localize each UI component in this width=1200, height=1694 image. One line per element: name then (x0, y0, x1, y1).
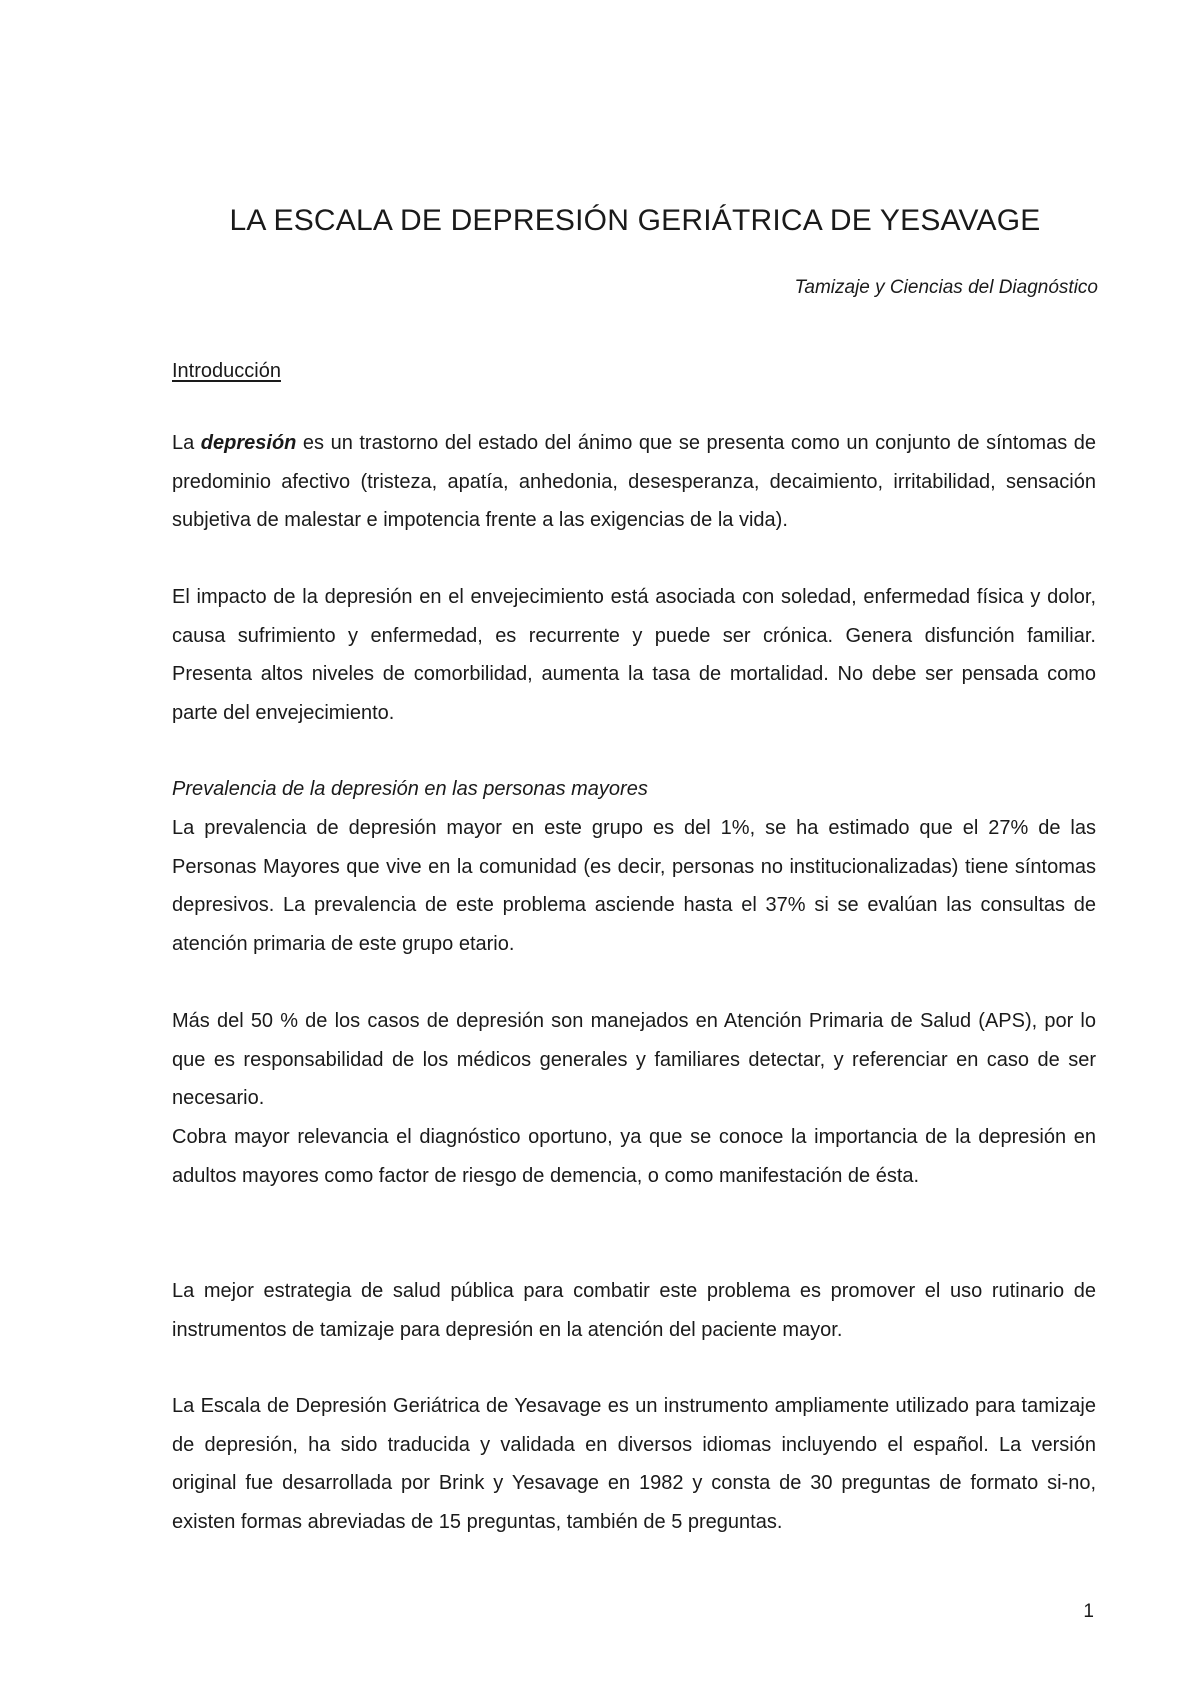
paragraph-primary-care: Más del 50 % de los casos de depresión son manejados en Atención Primaria de Salud (APS), por lo que es responsabilidad de los médicos generales y familiares detectar, y referenciar en caso de ser necesario. (172, 1010, 1096, 1109)
page-number: 1 (1083, 1601, 1094, 1622)
depression-term: depresión (200, 432, 297, 454)
intro-heading: Introducción (172, 360, 281, 382)
paragraph-depression-definition (172, 424, 1096, 540)
paragraph-lead: La (172, 432, 201, 454)
paragraph-yesavage-scale: La Escala de Depresión Geriátrica de Yesavage es un instrumento ampliamente utilizado para tamizaje de depresión, ha sido traducida y validada en diversos idiomas incluyendo el español. La versión original fue desarrollada por Brink y Yesavage en 1982 y consta de 30 preguntas de formato si-no, existen formas abreviadas de 15 preguntas, también de 5 preguntas. (172, 1395, 1096, 1533)
paragraph-rest: es un trastorno del estado del ánimo que se presenta como un conjunto de síntomas de predominio afectivo (tristeza, apatía, anhedonia, desesperanza, decaimiento, irritabilidad, sensación subjetiva de malestar e impotencia frente a las exigencias de la vida). (172, 432, 1096, 531)
paragraph-diagnosis: Cobra mayor relevancia el diagnóstico oportuno, ya que se conoce la importancia de la depresión en adultos mayores como factor de riesgo de demencia, o como manifestación de ésta. (172, 1126, 1096, 1187)
paragraph-aging-impact: El impacto de la depresión en el envejecimiento está asociada con soledad, enfermedad física y dolor, causa sufrimiento y enfermedad, es recurrente y puede ser crónica. Genera disfunción familiar. Presenta altos niveles de comorbilidad, aumenta la tasa de mortalidad. No debe ser pensada como parte del envejecimiento. (172, 586, 1096, 724)
document-subtitle: Tamizaje y Ciencias del Diagnóstico (794, 277, 1098, 298)
prevalence-heading: Prevalencia de la depresión en las personas mayores (172, 778, 648, 800)
paragraph-prevalence: La prevalencia de depresión mayor en este grupo es del 1%, se ha estimado que el 27% de las Personas Mayores que vive en la comunidad (es decir, personas no institucionalizadas) tiene síntomas depresivos. La prevalencia de este problema asciende hasta el 37% si se evalúan las consultas de atención primaria de este grupo etario. (172, 817, 1096, 955)
paragraph-strategy: La mejor estrategia de salud pública para combatir este problema es promover el uso rutinario de instrumentos de tamizaje para depresión en la atención del paciente mayor. (172, 1280, 1096, 1341)
document-title: LA ESCALA DE DEPRESIÓN GERIÁTRICA DE YESAVAGE (229, 204, 1041, 237)
